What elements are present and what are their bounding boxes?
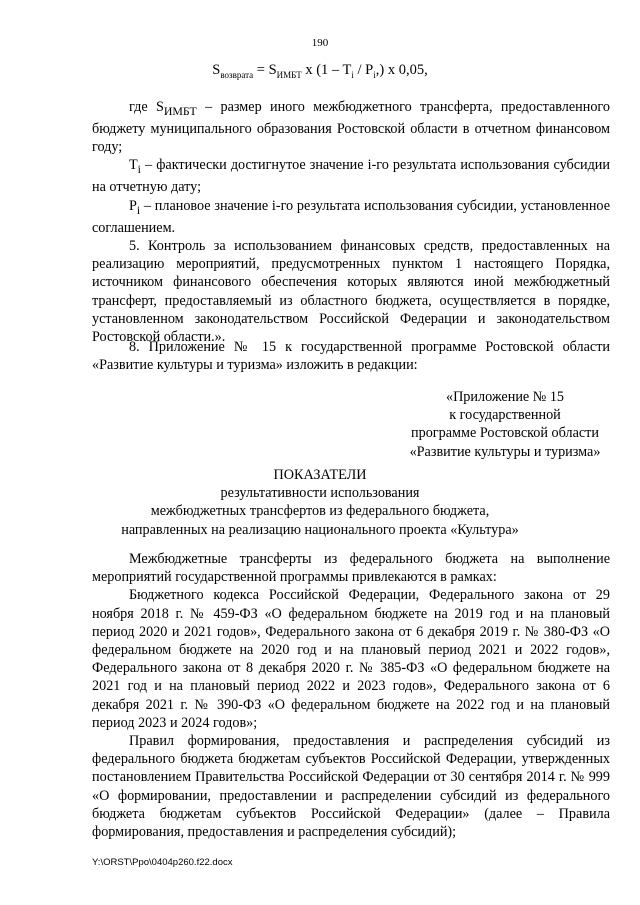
appendix-line-3: программе Ростовской области	[411, 425, 599, 442]
definition-simbt-sub: ИМБТ	[163, 103, 197, 118]
definition-simbt-prefix: где S	[129, 99, 164, 115]
appendix-reference	[380, 388, 630, 461]
paragraph-control: 5. Контроль за использованием финансовых средств, предоставленных на реализацию мероприятий, предусмотренных пунктом 1 настоящего Порядка, источником финансового обеспечения которых являются иной межбюджетный трансферт, предоставляемый из областного бюджета, осуществляется в порядке, установленном законодательством Российской Федерации и законодательством Ростовской области.».	[92, 237, 610, 345]
footer-file-path: Y:\ORST\Ppo\0404p260.f22.docx	[92, 857, 233, 868]
body-paragraph-3: Правил формирования, предоставления и распределения субсидий из федерального бюджета бюджетам субъектов Российской Федерации, утвержденных постановлением Правительства Российской Федерации от 30 сентября 2014 г. № 999 «О формировании, предоставлении и распределении субсидий из федерального бюджета бюджетам субъектов Российской Федерации» (далее – Правила формирования, предоставления и распределения субсидий);	[92, 733, 610, 841]
definition-ti	[92, 156, 610, 196]
definition-ti-text: – фактически достигнутое значение i-го результата использования субсидии на отчетную дату;	[92, 157, 610, 196]
formula-sub-i1: i	[351, 69, 354, 80]
formula-part-b: / P	[353, 62, 374, 78]
formula-rhs-sub: ИМБТ	[276, 69, 302, 80]
formula-lhs-sub: возврата	[220, 69, 254, 80]
formula-eq: = S	[253, 62, 277, 78]
definition-pi-sub: i	[136, 202, 141, 217]
heading-title: ПОКАЗАТЕЛИ	[273, 467, 367, 483]
definitions-block	[92, 98, 610, 346]
definition-pi-prefix: P	[129, 197, 137, 214]
formula-sub-i2: i	[373, 69, 376, 80]
item8-block	[92, 338, 610, 374]
definition-ti-prefix: T	[129, 157, 138, 174]
page-number: 190	[311, 37, 329, 49]
definition-simbt-text: – размер иного межбюджетного трансферта, предоставленного бюджету муниципального образования Ростовской области в отчетном финансовом году;	[92, 99, 610, 156]
section-heading	[0, 466, 640, 539]
definition-pi	[92, 197, 610, 237]
formula-lhs: S	[212, 62, 221, 78]
body-paragraph-1: Межбюджетные трансферты из федерального бюджета на выполнение мероприятий государственной программы привлекаются в рамках:	[92, 551, 610, 586]
definition-pi-text: – плановое значение i-го результата использования субсидии, установленное соглашением.	[92, 197, 610, 236]
heading-line-2: межбюджетных трансфертов из федерального бюджета,	[150, 503, 490, 520]
definition-simbt	[92, 98, 610, 156]
heading-line-1: результативности использования	[220, 485, 420, 502]
body-block	[92, 550, 610, 841]
formula-part-a: x (1 – T	[301, 62, 352, 78]
appendix-line-1: «Приложение № 15	[445, 389, 565, 405]
formula	[0, 62, 640, 80]
heading-line-3: направленных на реализацию национального проекта «Культура»	[121, 521, 519, 538]
formula-part-c: ,) x 0,05,	[375, 62, 428, 78]
appendix-line-2: к государственной	[449, 407, 561, 424]
paragraph-item8: 8. Приложение № 15 к государственной программе Ростовской области «Развитие культуры и туризма» изложить в редакции:	[92, 339, 610, 374]
definition-ti-sub: i	[137, 162, 141, 177]
appendix-line-4: «Развитие культуры и туризма»	[409, 443, 601, 460]
body-paragraph-2: Бюджетного кодекса Российской Федерации, Федерального закона от 29 ноября 2018 г. № 459-ФЗ «О федеральном бюджете на 2019 год и на плановый период 2020 и 2021 годов», Федерального закона от 6 декабря 2019 г. № 380-ФЗ «О федеральном бюджете на 2020 год и на плановый период 2021 и 2022 годов», Федерального закона от 8 декабря 2020 г. № 385-ФЗ «О федеральном бюджете на 2021 год и на плановый период 2022 и 2023 годов», Федерального закона от 6 декабря 2021 г. № 390-ФЗ «О федеральном бюджете на 2022 год и на плановый период 2023 и 2024 годов»;	[92, 587, 610, 731]
